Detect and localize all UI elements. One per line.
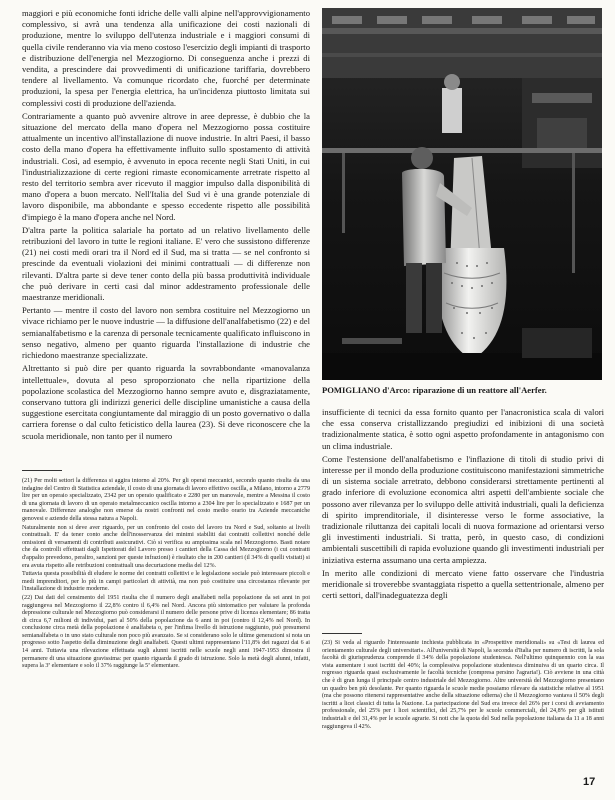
photo-illustration bbox=[322, 8, 602, 380]
photo-reactor-repair bbox=[322, 8, 602, 380]
footnote: Tuttavia questa possibilità di eludere le norme dei contratti collettivi e le legislazione sociale può interessare piccoli e medi imprenditori, per lo più in campi particolari di attività, ma non può costituire una circostanza rilevante per l'installazione di industrie moderne. bbox=[22, 571, 310, 593]
paragraph: Contrariamente a quanto può avvenire altrove in aree depresse, è dubbio che la situazione del mercato della mano d'opera nel Mezzogiorno possa costituire attualmente un incentivo all'installazione di nuove industrie. In altri Paesi, il basso costo della mano d'opera ha effettivamente influito sullo spostamento di attività industriali. Così, ad esempio, è avvenuto in epoca recente negli Stati Uniti, in cui l'industrializzazione di certe regioni rimaste economicamente arretrate rispetto al resto del territorio sembra aver ricevuto il maggior impulso dalla disponibilità di mano d'opera a buon mercato. Nell'Italia del Sud vi è una grande potenziale di lavoro disponibile, ma abbondante e spesso eccedente rispetto alle possibilità d'impiego è la mano d'opera anche nel Nord. bbox=[22, 110, 310, 222]
caption-text: riparazione di un reattore all'Aerfer. bbox=[412, 385, 547, 395]
left-column-text bbox=[22, 8, 310, 444]
footnote: (23) Si veda al riguardo l'interessante inchiesta pubblicata in «Prospettive meridionali» su «Tesi di laurea ed orientamento culturale degli universitari». All'università di Napoli, la seconda d'Italia per numero di iscritti, la sola facoltà di giurisprudenza comprende il 34% della popolazione studentesca. Nell'ultimo quinquennio con la sua vista aumentare i suoi iscritti del 40%; la complessiva popolazione studentesca diminuiva di un quarto circa. Il regresso riguarda quasi esclusivamente le facoltà tecniche (compresa persino l'agraria!). Ciò avviene in una città che è di gran lunga il principale centro industriale del Mezzogiorno. Altre università del Mezzogiorno presentano un quadro ben più desolante. Per quanto riguarda le scuole medie possiamo rilevare da statistiche relative al 1951 (ma che possono ritenersi rappresentative anche della situazione odierna) che il Mezzogiorno vantava il 50% degli iscritti a licei classici di tutta la Nazione. La partecipazione del Sud era invece del 26% per i corsi di avviamento professionale, del 25% per i licei scientifici, del 25,7% per le scuole commerciali, del 24,8% per gli istituti industriali e del 31,4% per le scuole agrarie. Si noti che la quota del Sud nella popolazione italiana da 11 a 18 anni raggiungeva il 42%. bbox=[322, 640, 604, 730]
paragraph: Pertanto — mentre il costo del lavoro non sembra costituire nel Mezzogiorno un vivace richiamo per le nuove industrie — la diffusione dell'analfabetismo (22) e del semianalfabetismo e la carenza di personale tecnicamente qualificato influiscono in senso negativo, almeno per quanto riguarda l'installazione di industrie che richiedono maestranze specializzate. bbox=[22, 305, 310, 361]
paragraph: Altrettanto si può dire per quanto riguarda la sovrabbondante «manovalanza intellettuale», dovuta al peso sproporzionato che nella ripartizione della popolazione scolastica del Mezzogiorno hanno sempre avuto e, disgraziatamente, conservano tuttora gli indirizzi generici delle discipline umanistiche a causa della suggestione esercitata congiuntamente dal miraggio di un posto governativo o dalla carriera forense o dal culto feticistico della laurea (23). Si deve riconoscere che la scuola meridionale, non tanto per il numero bbox=[22, 363, 310, 441]
footnote: (22) Dai dati del censimento del 1951 risulta che il numero degli analfabeti nella popolazione da sei anni in poi raggiungeva nel Mezzogiorno il 22,8% contro il 6,4% nel Nord. Ancora più sintomatico per valutare la profonda depressione culturale nel Mezzogiorno può considerarsi il numero delle persone prive di licenza elementare; 86 tratta di circa 6,7 milioni di individui, pari al 50% della popolazione da 6 anni in poi (contro il 12,4% nel Nord). In conclusione circa metà della popolazione è analfabeta o, per l'infima livello di istruzione raggiunto, può presumersi semianalfabeta o in uno stato culturale non poco più avanzato. Se si considerano solo le ultime generazioni si nota un progresso sotto l'aspetto della diminuzione degli analfabeti. Questi ultimi rappresentano l'11,8% dei ragazzi dai 6 ai 14 anni. Tuttavia una rilevazione effettuata sugli alunni iscritti nelle scuole negli anni 1947-1953 dimostra il permanere di una situazione gravissima: per quanto riguarda il grado di istruzione. Solo la metà degli alunni, infatti, supera la 3ª elementare e solo il 37% raggiunge la 5ª elementare. bbox=[22, 594, 310, 670]
caption-place: POMIGLIANO d'Arco: bbox=[322, 385, 411, 395]
footnote-divider bbox=[322, 633, 362, 634]
footnote-divider bbox=[22, 470, 62, 471]
paragraph: In merito alle condizioni di mercato viene fatto osservare che l'industria meridionale si troverebbe svantaggiata rispetto a quella settentrionale, almeno per certi settori, dall'inadeguatezza degli bbox=[322, 567, 604, 601]
page-number: 17 bbox=[583, 776, 596, 788]
paragraph: Come l'estensione dell'analfabetismo e l'inflazione di titoli di studio privi di interesse per il mondo della produzione costituiscono manifestazioni simmetriche di un sistema sociale arretrato, debbono considerarsi strettamente pertinenti al grado inferiore di evoluzione economica altri aspetti dell'ambiente sociale che possono aver rilevanza per lo sviluppo delle attività industriali, quali la deficienza di spirito imprenditoriale, il disinteresse verso le forme associative, la tradizionale riluttanza dei capitali locali di nuova formazione ad orientarsi verso gli investimenti industriali. Si tratta, però, in questo caso, di condizioni ambientali suscettibili di rapida evoluzione quando gli investimenti industriali per iniziativa esterna assumano una certa ampiezza. bbox=[322, 453, 604, 565]
paragraph: maggiori e più economiche fonti idriche delle valli alpine nell'approvvigionamento complessivo, si avrà una tendenza alla unificazione dei costi nazionali di produzione, mentre lo sviluppo dell'utenza industriale e i maggiori consumi di quella civile renderanno via via meno costoso l'esercizio degli impianti di trasporto e distribuzione dell'energia nel Mezzogiorno. Di conseguenza anche i prezzi di vendita, a prescindere dai provvedimenti di unificazione tariffaria, dovrebbero tendere al livellamento. Va comunque ricordato che, fuorché per determinate produzioni, la spesa per l'energia elettrica, ha un'incidenza piuttosto limitata sui complessivi costi di produzione dell'azienda. bbox=[22, 8, 310, 108]
footnote: (21) Per molti settori la differenza si aggira intorno al 20%. Per gli operai meccanici, secondo quanto risulta da una indagine del Centro di Statistica aziendale, il costo di una giornata di lavoro effettivo oscilla, a Milano, intorno a 2779 lire per un operaio specializzato, 2342 per un operaio qualificato e 2280 per un manovale, mentre a Messina il costo di una giornata di lavoro di un operaio metalmeccanico oscilla intorno a 2304 lire per lo specializzato e 1687 per un manovale. Differenze analoghe non emerse da nostri confronti nel costo medio orario tra Aziende meccaniche genovesi e aziende della stessa natura a Napoli. bbox=[22, 478, 310, 522]
right-column-text bbox=[322, 407, 604, 603]
paragraph: insufficiente di tecnici da essa fornito quanto per l'anacronistica scala di valori che essa conserva cristallizzando pregiudizi ed inibizioni di una società tradizionalmente statica, è sotto ogni aspetto profondamente in antagonismo con un clima industriale. bbox=[322, 407, 604, 451]
paragraph: D'altra parte la politica salariale ha portato ad un relativo livellamento delle retribuzioni del lavoro in tutte le regioni italiane. E' vero che sussistono differenze (21) nei costi medi orari tra il Nord ed il Sud, ma si tratta — se nel confronto si prescinde da eventuali violazioni dei minimi contrattuali — di differenze non rilevanti. D'altra parte si deve tener conto della più bassa produttività individuale che può derivare in certi casi dal minor addestramento professionale delle maestranze meridionali. bbox=[22, 224, 310, 303]
left-footnotes bbox=[22, 478, 310, 672]
footnote: Naturalmente non si deve aver riguardo, per un confronto del costo del lavoro tra Nord e Sud, soltanto ai livelli contrattuali. E' da tener conto anche dell'inosservanza dei minimi stabiliti dai contratti collettivi nonché delle omissioni di versamenti di contributi assicurativi. Ciò si verifica su ampissima scala nel Mezzogiorno. Basti notare che da controlli effettuati dagli Ispettorati del Lavoro presso i cantieri della Cassa del Mezzogiorno (i cui contratti d'appalto prevedono, peraltro, sanzioni per queste infrazioni) è risultato che in 200 cantieri (il 34% di quelli visitati) si era avuta rispetto alle retribuzioni contrattuali una decurtazione media del 12%. bbox=[22, 524, 310, 569]
right-footnotes bbox=[322, 640, 604, 732]
photo-caption bbox=[322, 385, 604, 396]
